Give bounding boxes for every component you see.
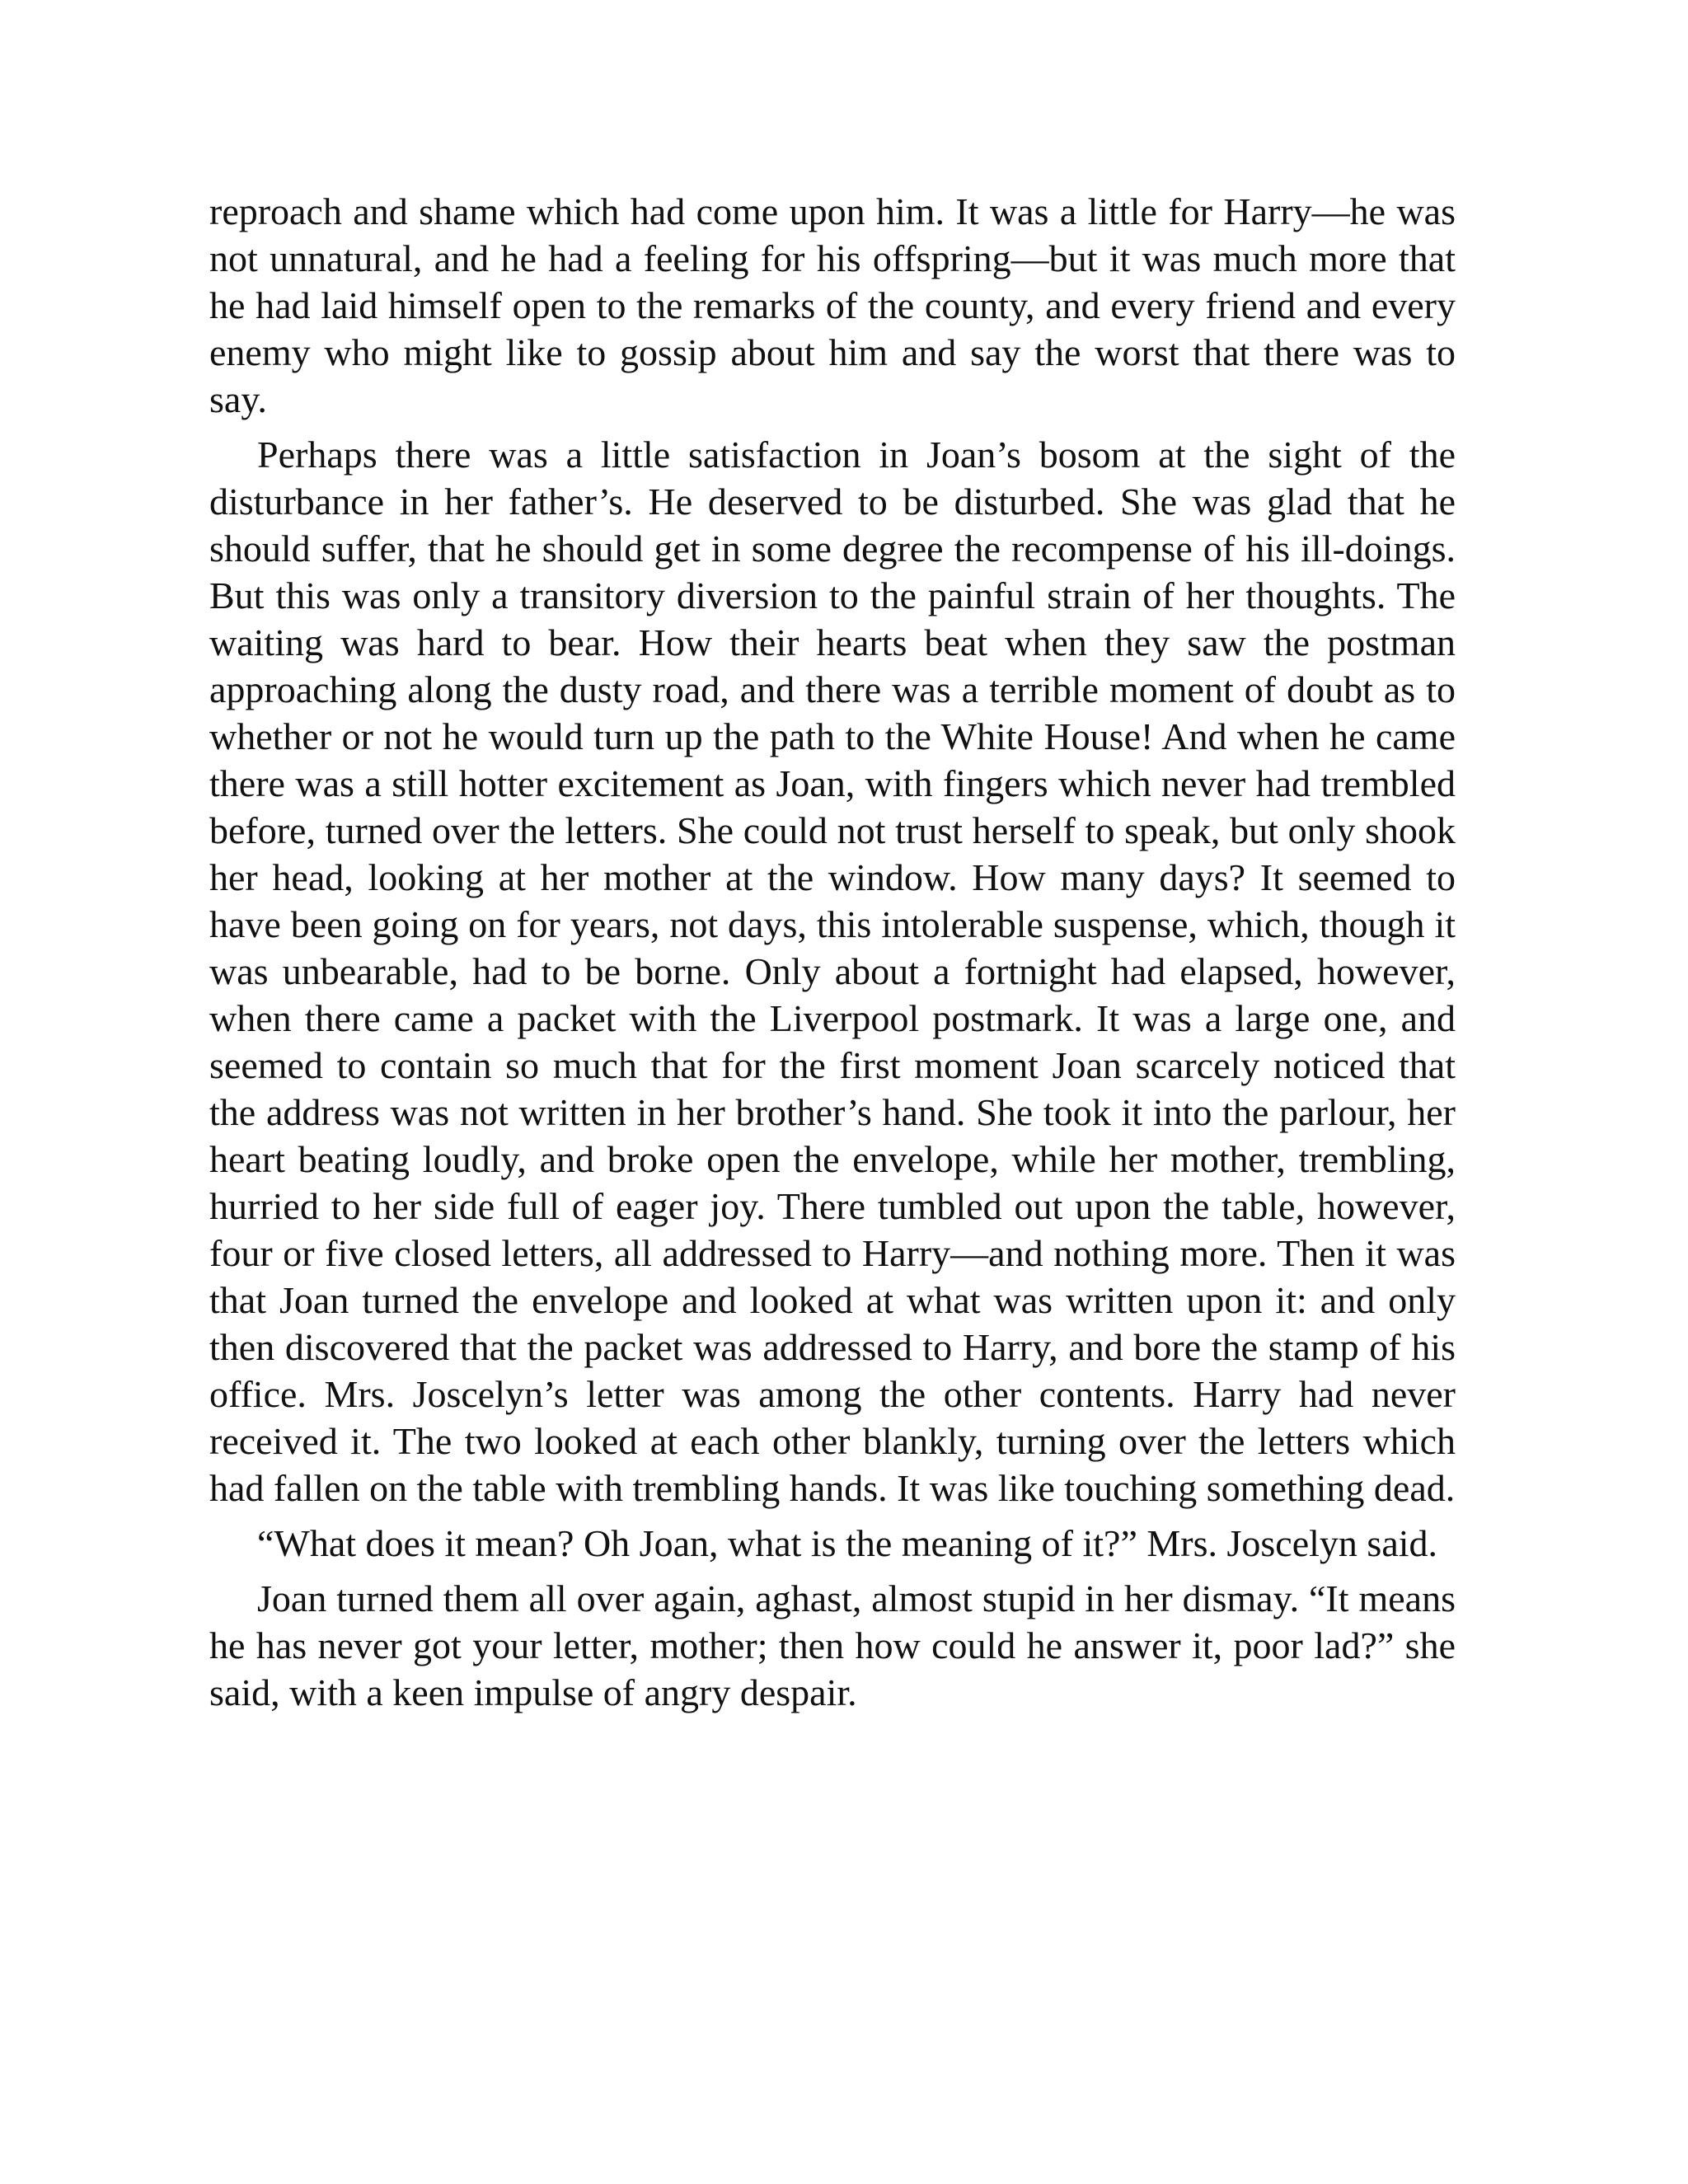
paragraph-4: Joan turned them all over again, aghast, almost stupid in her dismay. “It means he has never got your letter, mother; then how could he answer it, poor lad?” she said, with a keen impulse of angry despair. — [209, 1577, 1456, 1713]
page-body — [209, 188, 1456, 1724]
paragraph-2: Perhaps there was a little satisfaction in Joan’s bosom at the sight of the disturbance in her father’s. He deserved to be disturbed. She was glad that he should suffer, that he should get in some degree the recompense of his ill-doings. But this was only a transitory diversion to the painful strain of her thoughts. The waiting was hard to bear. How their hearts beat when they saw the postman approaching along the dusty road, and there was a terrible moment of doubt as to whether or not he would turn up the path to the White House! And when he came there was a still hotter excitement as Joan, with fingers which never had trembled before, turned over the letters. She could not trust herself to speak, but only shook her head, looking at her mother at the window. How many days? It seemed to have been going on for years, not days, this intolerable suspense, which, though it was unbearable, had to be borne. Only about a fortnight had elapsed, however, when there came a packet with the Liverpool postmark. It was a large one, and seemed to contain so much that for the first moment Joan scarcely noticed that the address was not written in her brother’s hand. She took it into the parlour, her heart beating loudly, and broke open the envelope, while her mother, trembling, hurried to her side full of eager joy. There tumbled out upon the table, however, four or five closed letters, all addressed to Harry—and nothing more. Then it was that Joan turned the envelope and looked at what was written upon it: and only then discovered that the packet was addressed to Harry, and bore the stamp of his office. Mrs. Joscelyn’s letter was among the other contents. Harry had never received it. The two looked at each other blankly, turning over the letters which had fallen on the table with trembling hands. It was like touching something dead. — [209, 434, 1456, 1509]
paragraph-1: reproach and shame which had come upon him. It was a little for Harry—he was not unnatural, and he had a feeling for his offspring—but it was much more that he had laid himself open to the remarks of the county, and every friend and every enemy who might like to gossip about him and say the worst that there was to say. — [209, 190, 1456, 420]
paragraph-3: “What does it mean? Oh Joan, what is the meaning of it?” Mrs. Joscelyn said. — [257, 1522, 1438, 1564]
